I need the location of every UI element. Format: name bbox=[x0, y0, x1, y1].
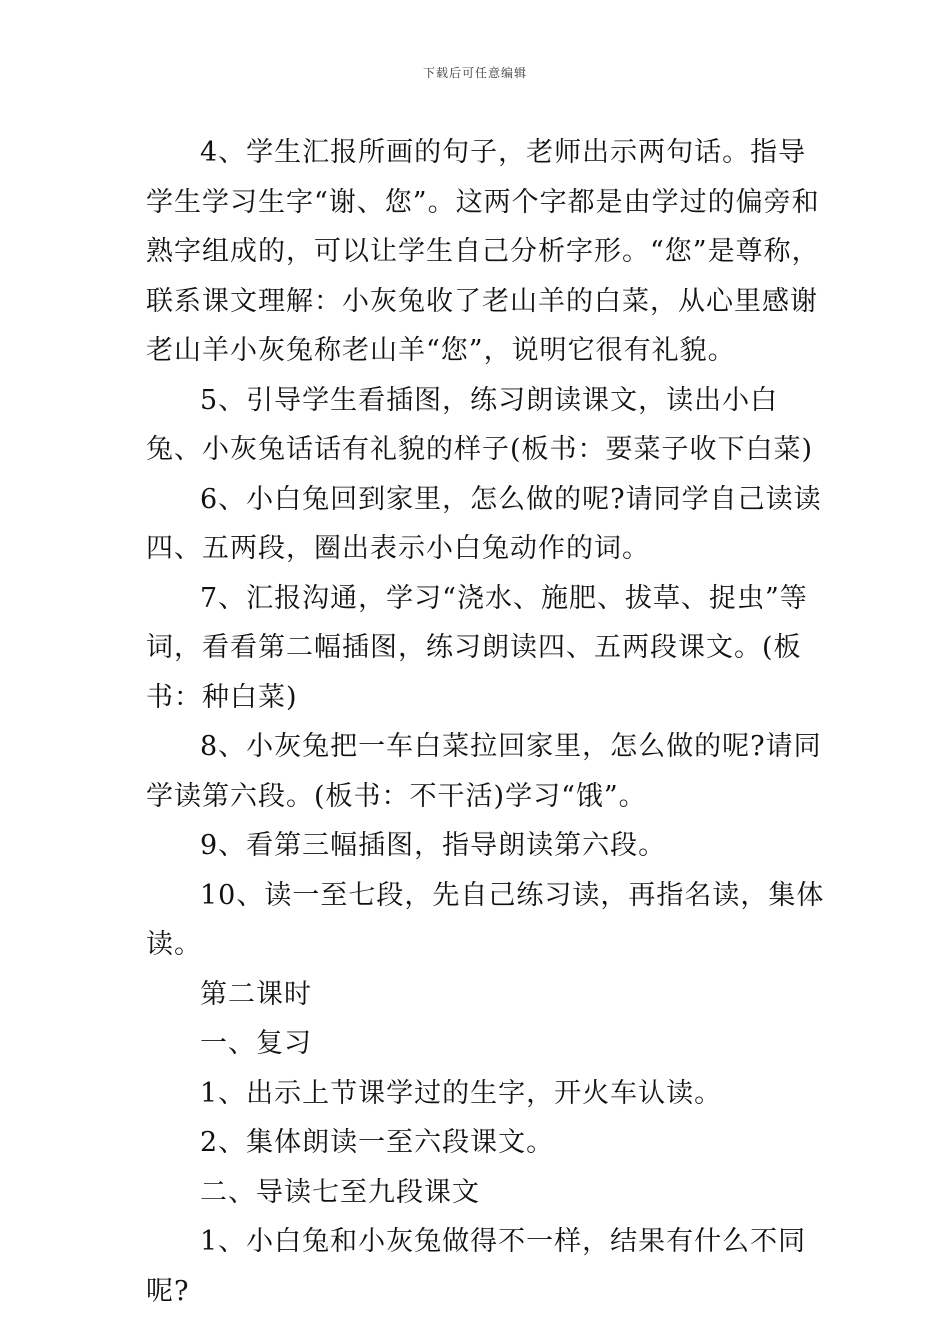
document-body bbox=[146, 128, 826, 1316]
heading-review: 一、复习 bbox=[200, 1028, 312, 1059]
paragraph-8: 8、小灰兔把一车白菜拉回家里，怎么做的呢?请同学读第六段。(板书：不干活)学习“饿”。 bbox=[146, 731, 822, 812]
guided-reading-item-1: 1、小白兔和小灰兔做得不一样，结果有什么不同呢? bbox=[146, 1226, 807, 1307]
review-item-2: 2、集体朗读一至六段课文。 bbox=[200, 1127, 555, 1158]
paragraph-9: 9、看第三幅插图，指导朗读第六段。 bbox=[200, 830, 667, 861]
paragraph-7: 7、汇报沟通，学习“浇水、施肥、拔草、捉虫”等词，看看第二幅插图，练习朗读四、五两段课文。(板书：种白菜) bbox=[146, 582, 808, 713]
paragraph-4: 4、学生汇报所画的句子，老师出示两句话。指导学生学习生字“谢、您”。这两个字都是由学过的偏旁和熟字组成的，可以让学生自己分析字形。“您”是尊称，联系课文理解：小灰兔收了老山羊的白菜，从心里感谢老山羊小灰兔称老山羊“您”，说明它很有礼貌。 bbox=[146, 137, 820, 366]
paragraph-10: 10、读一至七段，先自己练习读，再指名读，集体读。 bbox=[146, 879, 825, 960]
review-item-1: 1、出示上节课学过的生字，开火车认读。 bbox=[200, 1077, 723, 1109]
heading-guided-reading: 二、导读七至九段课文 bbox=[200, 1176, 480, 1208]
page-header: 下载后可任意编辑 bbox=[422, 66, 527, 80]
paragraph-6: 6、小白兔回到家里，怎么做的呢?请同学自己读读四、五两段，圈出表示小白兔动作的词。 bbox=[146, 483, 822, 564]
paragraph-5: 5、引导学生看插图，练习朗读课文，读出小白兔、小灰兔话话有礼貌的样子(板书：要菜子收下白菜) bbox=[146, 384, 814, 465]
section-heading-second-lesson: 第二课时 bbox=[200, 978, 312, 1010]
